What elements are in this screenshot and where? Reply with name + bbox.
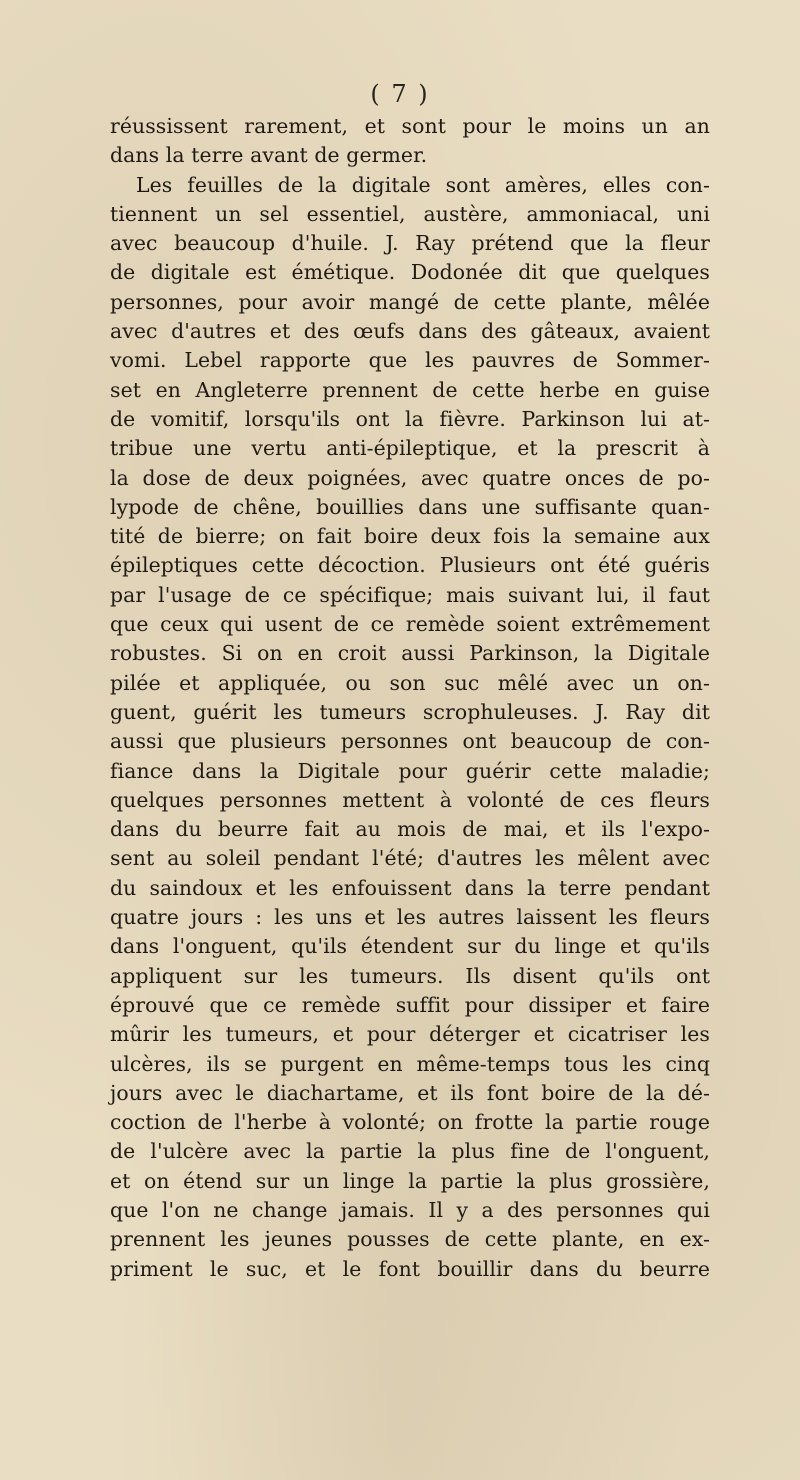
text-line: guent, guérit les tumeurs scrophuleuses. J. Ray dit: [110, 699, 710, 724]
text-line: Les feuilles de la digitale sont amères, elles con-: [136, 172, 710, 197]
text-line: quatre jours : les uns et les autres laissent les fleurs: [110, 905, 710, 930]
text-line: appliquent sur les tumeurs. Ils disent qu'ils ont: [110, 963, 710, 988]
text-line: avec beaucoup d'huile. J. Ray prétend que la fleur: [110, 231, 710, 256]
text-line: avec d'autres et des œufs dans des gâteaux, avaient: [110, 319, 710, 344]
text-line: mûrir les tumeurs, et pour déterger et cicatriser les: [110, 1022, 710, 1047]
body-text: [110, 112, 710, 1284]
text-line: tribue une vertu anti-épileptique, et la prescrit à: [110, 436, 710, 461]
text-line: ulcères, ils se purgent en même-temps tous les cinq: [110, 1051, 710, 1076]
text-line: réussissent rarement, et sont pour le moins un an: [110, 114, 710, 138]
text-line: dans l'onguent, qu'ils étendent sur du linge et qu'ils: [110, 934, 710, 959]
text-line: épileptiques cette décoction. Plusieurs ont été guéris: [110, 553, 710, 578]
text-line: quelques personnes mettent à volonté de ces fleurs: [110, 787, 710, 812]
text-line: prennent les jeunes pousses de cette plante, en ex-: [110, 1227, 710, 1252]
text-line: tiennent un sel essentiel, austère, ammoniacal, uni: [110, 201, 710, 226]
text-line: par l'usage de ce spécifique; mais suivant lui, il faut: [110, 582, 710, 607]
text-line: pilée et appliquée, ou son suc mêlé avec un on-: [110, 670, 710, 695]
text-line: de vomitif, lorsqu'ils ont la fièvre. Parkinson lui at-: [110, 406, 710, 431]
text-line: la dose de deux poignées, avec quatre onces de po-: [110, 465, 710, 490]
text-line: que ceux qui usent de ce remède soient extrêmement: [110, 612, 710, 637]
text-line: aussi que plusieurs personnes ont beaucoup de con-: [110, 729, 710, 754]
text-line: sent au soleil pendant l'été; d'autres les mêlent avec: [110, 846, 710, 871]
text-line: vomi. Lebel rapporte que les pauvres de Sommer-: [110, 348, 710, 373]
text-line: priment le suc, et le font bouillir dans du beurre: [110, 1256, 710, 1281]
text-line: set en Angleterre prennent de cette herbe en guise: [110, 377, 710, 402]
text-line: de l'ulcère avec la partie la plus fine de l'onguent,: [110, 1139, 710, 1164]
page-number: ( 7 ): [370, 80, 430, 108]
text-line: coction de l'herbe à volonté; on frotte la partie rouge: [110, 1110, 710, 1135]
text-line: robustes. Si on en croit aussi Parkinson, la Digitale: [110, 641, 710, 666]
text-line: personnes, pour avoir mangé de cette plante, mêlée: [110, 289, 710, 314]
text-line: fiance dans la Digitale pour guérir cette maladie;: [110, 758, 710, 783]
text-line: lypode de chêne, bouillies dans une suffisante quan-: [110, 494, 710, 519]
text-line: que l'on ne change jamais. Il y a des personnes qui: [110, 1197, 710, 1222]
text-line: de digitale est émétique. Dodonée dit que quelques: [110, 260, 710, 285]
text-line: du saindoux et les enfouissent dans la terre pendant: [110, 875, 710, 900]
text-line: dans du beurre fait au mois de mai, et ils l'expo-: [110, 817, 710, 842]
text-line: éprouvé que ce remède suffit pour dissiper et faire: [110, 992, 710, 1017]
text-line: et on étend sur un linge la partie la plus grossière,: [110, 1168, 710, 1193]
text-line: dans la terre avant de germer.: [110, 143, 428, 168]
text-line: tité de bierre; on fait boire deux fois la semaine aux: [110, 524, 710, 549]
text-line: jours avec le diachartame, et ils font boire de la dé-: [110, 1080, 710, 1105]
